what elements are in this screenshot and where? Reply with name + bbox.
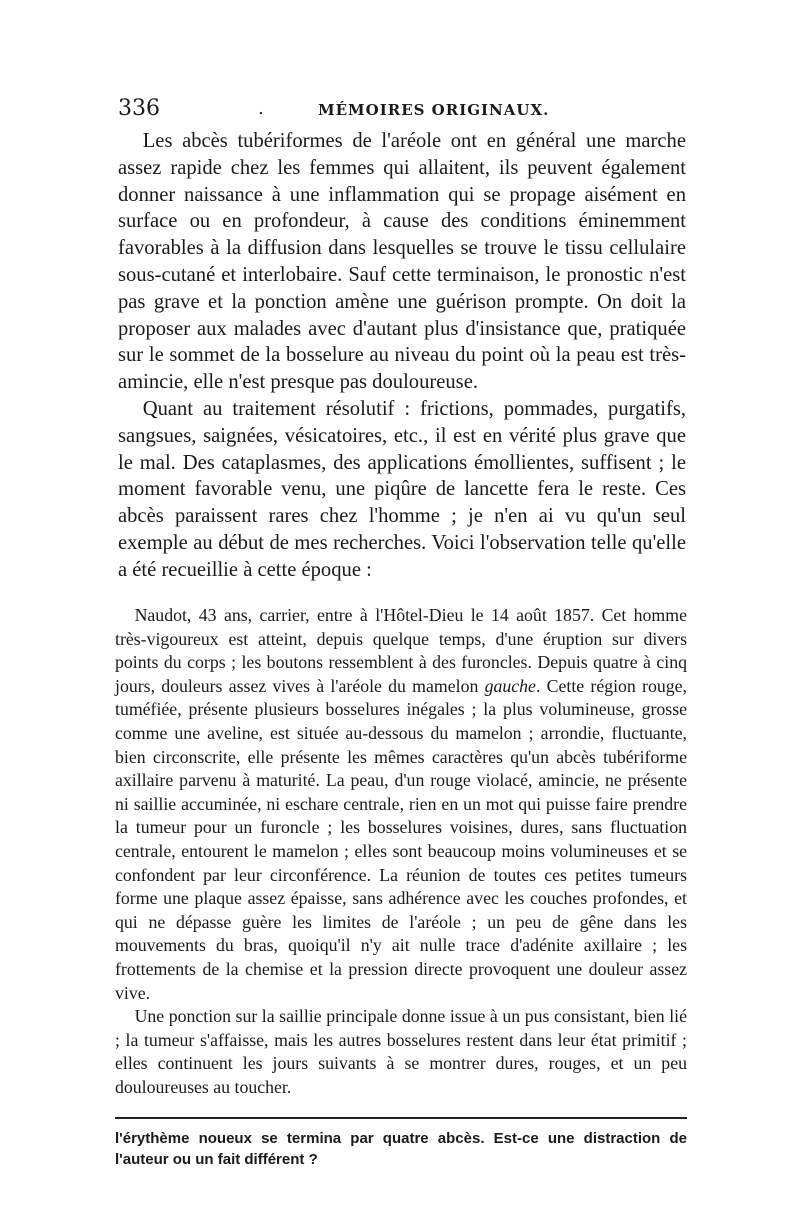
paragraph: Les abcès tubériformes de l'aréole ont en général une marche assez rapide chez les femmes qui allaitent, ils peuvent également donner naissance à une inflammation qui se propage aisément en surface ou en profondeur, à cause des conditions éminemment favorables à la diffusion dans lesquelles se trouve le tissu cellulaire sous-cutané et interlobaire. Sauf cette terminaison, le pronostic n'est pas grave et la ponction amène une guérison prompte. On doit la proposer aux malades avec d'autant plus d'insistance que, pratiquée sur le sommet de la bosselure au niveau du point où la peau est très-amincie, elle n'est presque pas douloureuse.: [118, 130, 686, 394]
observation-paragraph: [115, 604, 687, 1005]
page-header: [118, 96, 686, 126]
italic-word: gauche: [484, 675, 536, 696]
clinical-observation: [115, 604, 687, 1099]
paragraph: Quant au traitement résolutif : frictions, pommades, purgatifs, sangsues, saignées, vésicatoires, etc., il est en vérité plus grave que le mal. Des cataplasmes, des applications émollientes, suffisent ; le moment favorable venu, une piqûre de lancette fera le reste. Ces abcès paraissent rares chez l'homme ; je n'en ai vu qu'un seul exemple au début de mes recherches. Voici l'observation telle qu'elle a été recueillie à cette époque :: [118, 397, 686, 581]
footnote: l'érythème noueux se termina par quatre abcès. Est-ce une distraction de l'auteur ou un fait différent ?: [115, 1130, 687, 1168]
header-separator: .: [258, 98, 264, 119]
main-text: [118, 128, 686, 584]
observation-text: Naudot, 43 ans, carrier, entre à l'Hôtel-Dieu le 14 août 1857. Cet homme très-vigoureux est atteint, depuis quelque temps, d'une éruption sur divers points du corps ; les boutons ressemblent à des furoncles. Depuis quatre à cinq jours, douleurs assez vives à l'aréole du mamelon: [115, 605, 687, 696]
page-number: 336: [118, 96, 160, 121]
running-title: MÉMOIRES ORIGINAUX.: [318, 101, 550, 119]
observation-text: . Cette région rouge, tuméfiée, présente plusieurs bosselures inégales ; la plus volumineuse, grosse comme une aveline, est située au-dessous du mamelon ; arrondie, fluctuante, bien circonscrite, elle présente les mêmes caractères qu'un abcès tubériforme axillaire parvenu à maturité. La peau, d'un rouge violacé, amincie, ne présente ni saillie accuminée, ni eschare centrale, rien en un mot qui puisse faire prendre la tumeur pour un furoncle ; les bosselures voisines, dures, sans fluctuation centrale, entourent le mamelon ; elles sont beaucoup moins volumineuses et se confondent par leur circonférence. La réunion de toutes ces petites tumeurs forme une plaque assez épaisse, sans adhérence avec les couches profondes, et qui ne dépasse guère les limites de l'aréole ; un peu de gêne dans les mouvements du bras, quoiqu'il n'y ait nulle trace d'adénite axillaire ; les frottements de la chemise et la pression directe provoquent une douleur assez vive.: [115, 675, 687, 1003]
observation-paragraph: Une ponction sur la saillie principale donne issue à un pus consistant, bien lié ; la tumeur s'affaisse, mais les autres bosselures restent dans leur état primitif ; elles continuent les jours suivants à se montrer dures, rouges, et un peu douloureuses au toucher.: [115, 1006, 687, 1097]
footnote-rule: [115, 1117, 687, 1119]
